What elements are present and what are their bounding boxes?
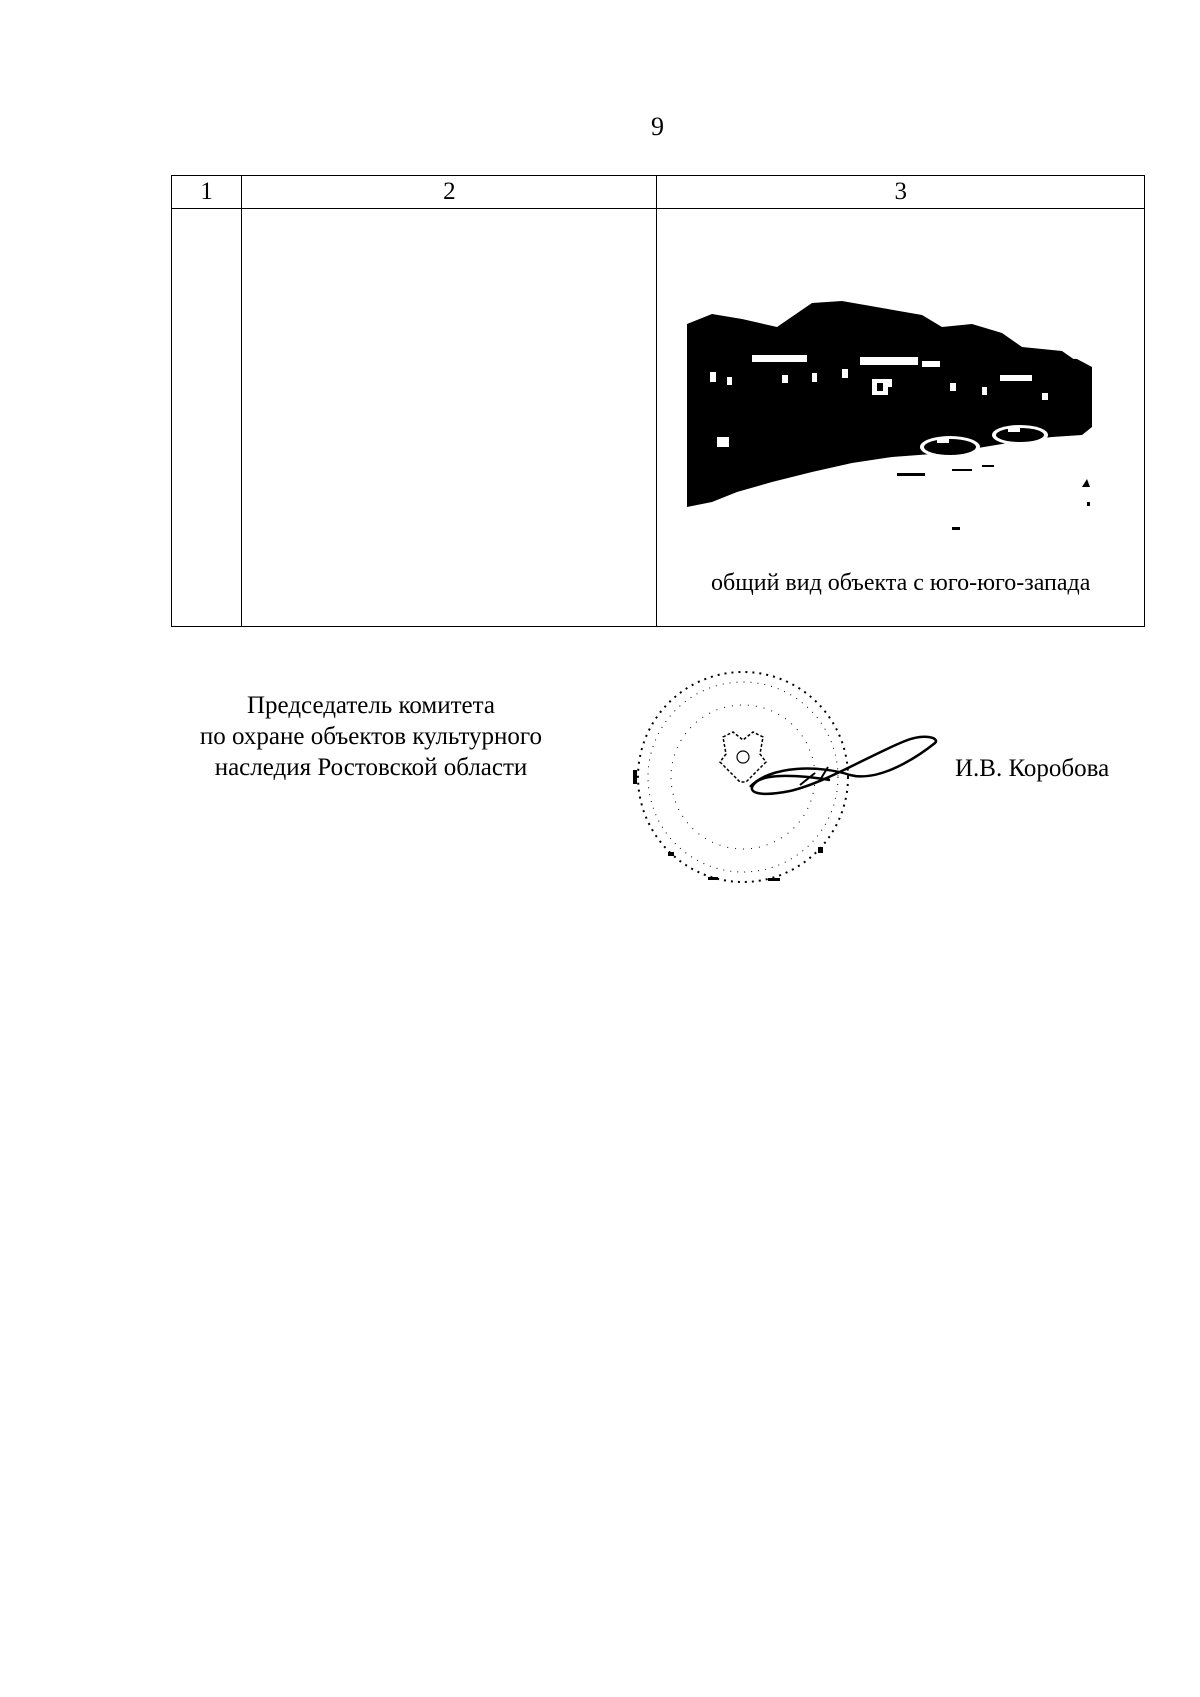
signatory-name: И.В. Коробова — [955, 755, 1110, 782]
table-header-row — [172, 176, 1145, 209]
photo-caption: общий вид объекта с юго-юго-запада — [711, 570, 1091, 596]
signatory-position-line: Председатель комитета — [247, 692, 495, 719]
table-header-cell-1: 1 — [172, 176, 242, 209]
signatory-position-line: по охране объектов культурного — [199, 723, 543, 750]
table-cell-number — [172, 209, 242, 627]
document-table — [171, 175, 1145, 627]
table-cell-description — [242, 209, 657, 627]
table-header-cell-3: 3 — [657, 176, 1145, 209]
table-row — [172, 209, 1145, 627]
signatory-position-line: наследия Ростовской области — [214, 754, 528, 781]
table-header-cell-2: 2 — [242, 176, 657, 209]
handwritten-signature — [730, 735, 940, 815]
table-cell-photo — [657, 209, 1145, 627]
signatory-position — [171, 690, 571, 783]
building-photo — [682, 297, 1122, 542]
page-number: 9 — [651, 112, 664, 141]
